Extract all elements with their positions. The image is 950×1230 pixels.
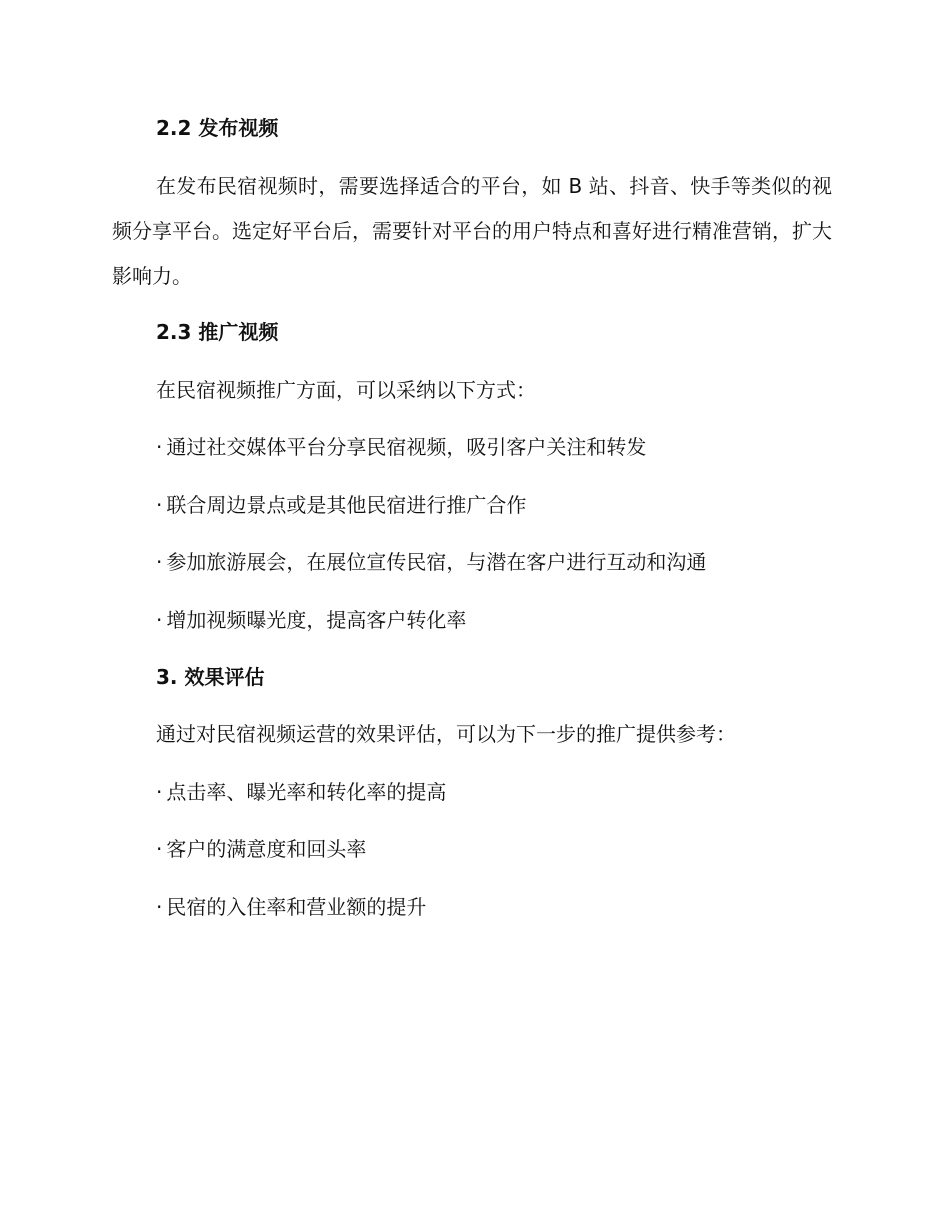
promo-bullet-item: · 参加旅游展会，在展位宣传民宿，与潜在客户进行互动和沟通 <box>112 540 876 585</box>
section-2-3-heading: 2.3 推广视频 <box>156 320 279 344</box>
promo-bullet-item: · 增加视频曝光度，提高客户转化率 <box>112 598 876 643</box>
section-3-intro: 通过对民宿视频运营的效果评估，可以为下一步的推广提供参考： <box>156 722 736 746</box>
section-2-2-paragraph: 在发布民宿视频时，需要选择适合的平台，如 B 站、抖音、快手等类似的视频分享平台。选定好平台后，需要针对平台的用户特点和喜好进行精准营销，扩大影响力。 <box>112 174 832 288</box>
section-2-3-intro: 在民宿视频推广方面，可以采纳以下方式： <box>156 378 536 402</box>
evaluation-bullet-item: · 点击率、曝光率和转化率的提高 <box>112 770 876 815</box>
section-2-2-heading: 2.2 发布视频 <box>156 116 279 140</box>
promo-bullet-item: · 通过社交媒体平台分享民宿视频，吸引客户关注和转发 <box>112 425 876 470</box>
evaluation-bullet-item: · 客户的满意度和回头率 <box>112 827 876 872</box>
evaluation-bullet-item: · 民宿的入住率和营业额的提升 <box>112 885 876 930</box>
section-3-heading: 3. 效果评估 <box>156 665 265 689</box>
promo-bullet-item: · 联合周边景点或是其他民宿进行推广合作 <box>112 483 876 528</box>
